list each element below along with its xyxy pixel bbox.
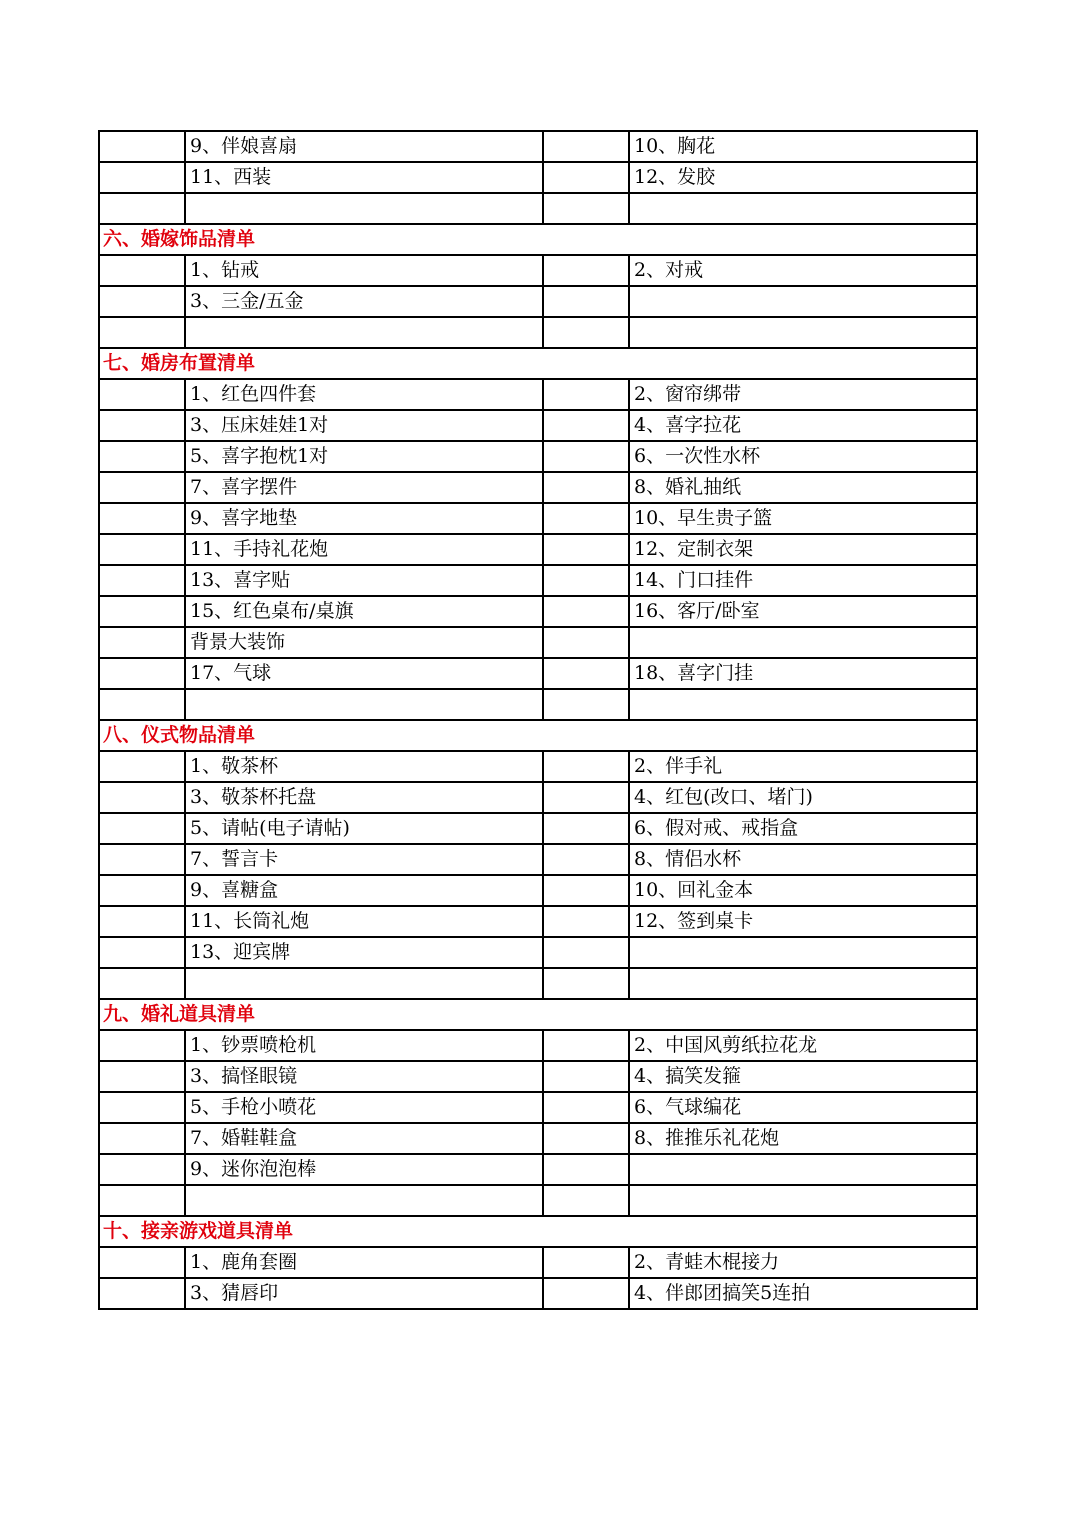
- check-cell-right: [543, 1247, 629, 1278]
- section-title: 九、婚礼道具清单: [99, 999, 977, 1030]
- item-cell-left: 1、钻戒: [185, 255, 543, 286]
- check-cell-left: [99, 813, 185, 844]
- check-cell-right: [543, 472, 629, 503]
- check-cell-right: [543, 782, 629, 813]
- check-cell-left: [99, 441, 185, 472]
- check-cell-left: [99, 906, 185, 937]
- item-cell-right: 10、胸花: [629, 131, 977, 162]
- check-cell-right: [543, 162, 629, 193]
- item-cell-left: 11、手持礼花炮: [185, 534, 543, 565]
- item-cell-right: 8、推推乐礼花炮: [629, 1123, 977, 1154]
- item-cell-right: 2、青蛙木棍接力: [629, 1247, 977, 1278]
- item-cell-left: 背景大装饰: [185, 627, 543, 658]
- check-cell-left: [99, 131, 185, 162]
- item-cell-right: [629, 627, 977, 658]
- section-title: 十、接亲游戏道具清单: [99, 1216, 977, 1247]
- item-cell-right: 8、情侣水杯: [629, 844, 977, 875]
- table-row: [99, 844, 977, 875]
- check-cell-left: [99, 968, 185, 999]
- item-cell-left: 3、压床娃娃1对: [185, 410, 543, 441]
- check-cell-right: [543, 193, 629, 224]
- table-row: [99, 937, 977, 968]
- check-cell-right: [543, 1154, 629, 1185]
- item-cell-left: 11、长筒礼炮: [185, 906, 543, 937]
- check-cell-right: [543, 565, 629, 596]
- check-cell-right: [543, 937, 629, 968]
- check-cell-left: [99, 1185, 185, 1216]
- table-row: [99, 751, 977, 782]
- table-row: [99, 1154, 977, 1185]
- table-row: [99, 565, 977, 596]
- table-row: [99, 1278, 977, 1309]
- check-cell-right: [543, 627, 629, 658]
- item-cell-right: [629, 286, 977, 317]
- check-cell-right: [543, 689, 629, 720]
- item-cell-right: 16、客厅/卧室: [629, 596, 977, 627]
- item-cell-left: 15、红色桌布/桌旗: [185, 596, 543, 627]
- item-cell-right: [629, 1185, 977, 1216]
- item-cell-left: 3、搞怪眼镜: [185, 1061, 543, 1092]
- check-cell-left: [99, 1030, 185, 1061]
- item-cell-right: 8、婚礼抽纸: [629, 472, 977, 503]
- check-cell-right: [543, 1030, 629, 1061]
- check-cell-left: [99, 751, 185, 782]
- check-cell-right: [543, 844, 629, 875]
- item-cell-left: 9、迷你泡泡棒: [185, 1154, 543, 1185]
- check-cell-left: [99, 162, 185, 193]
- item-cell-left: [185, 1185, 543, 1216]
- item-cell-right: [629, 937, 977, 968]
- table-row: [99, 1061, 977, 1092]
- item-cell-left: 11、西装: [185, 162, 543, 193]
- item-cell-right: [629, 1154, 977, 1185]
- table-row: [99, 906, 977, 937]
- item-cell-left: 1、敬茶杯: [185, 751, 543, 782]
- check-cell-left: [99, 379, 185, 410]
- check-cell-left: [99, 627, 185, 658]
- section-header-row: [99, 1216, 977, 1247]
- item-cell-left: 9、喜糖盒: [185, 875, 543, 906]
- section-title: 八、仪式物品清单: [99, 720, 977, 751]
- check-cell-left: [99, 1278, 185, 1309]
- table-row: [99, 472, 977, 503]
- item-cell-right: 12、定制衣架: [629, 534, 977, 565]
- item-cell-right: 18、喜字门挂: [629, 658, 977, 689]
- table-row: [99, 875, 977, 906]
- item-cell-right: 4、搞笑发箍: [629, 1061, 977, 1092]
- check-cell-right: [543, 751, 629, 782]
- table-row: [99, 689, 977, 720]
- check-cell-left: [99, 1247, 185, 1278]
- item-cell-left: 13、迎宾牌: [185, 937, 543, 968]
- item-cell-left: 5、手枪小喷花: [185, 1092, 543, 1123]
- section-header-row: [99, 720, 977, 751]
- item-cell-right: 10、回礼金本: [629, 875, 977, 906]
- table-row: [99, 162, 977, 193]
- item-cell-right: 2、中国风剪纸拉花龙: [629, 1030, 977, 1061]
- table-row: [99, 131, 977, 162]
- item-cell-left: 7、喜字摆件: [185, 472, 543, 503]
- table-row: [99, 782, 977, 813]
- check-cell-right: [543, 317, 629, 348]
- item-cell-right: 2、对戒: [629, 255, 977, 286]
- item-cell-right: 6、一次性水杯: [629, 441, 977, 472]
- table-row: [99, 193, 977, 224]
- item-cell-left: 7、誓言卡: [185, 844, 543, 875]
- item-cell-right: 2、伴手礼: [629, 751, 977, 782]
- table-row: [99, 813, 977, 844]
- table-row: [99, 1092, 977, 1123]
- item-cell-right: 6、假对戒、戒指盒: [629, 813, 977, 844]
- check-cell-left: [99, 410, 185, 441]
- item-cell-left: 3、敬茶杯托盘: [185, 782, 543, 813]
- item-cell-left: [185, 968, 543, 999]
- check-cell-right: [543, 1061, 629, 1092]
- item-cell-right: [629, 193, 977, 224]
- item-cell-right: [629, 689, 977, 720]
- check-cell-right: [543, 906, 629, 937]
- check-cell-right: [543, 968, 629, 999]
- check-cell-right: [543, 534, 629, 565]
- item-cell-right: 6、气球编花: [629, 1092, 977, 1123]
- section-title: 六、婚嫁饰品清单: [99, 224, 977, 255]
- check-cell-left: [99, 472, 185, 503]
- check-cell-left: [99, 782, 185, 813]
- table-row: [99, 286, 977, 317]
- item-cell-left: 7、婚鞋鞋盒: [185, 1123, 543, 1154]
- checklist-body: [99, 131, 977, 1309]
- table-row: [99, 441, 977, 472]
- item-cell-right: [629, 317, 977, 348]
- check-cell-right: [543, 286, 629, 317]
- table-row: [99, 627, 977, 658]
- check-cell-right: [543, 875, 629, 906]
- table-row: [99, 379, 977, 410]
- table-row: [99, 255, 977, 286]
- item-cell-left: 1、鹿角套圈: [185, 1247, 543, 1278]
- table-row: [99, 503, 977, 534]
- item-cell-left: 1、红色四件套: [185, 379, 543, 410]
- check-cell-left: [99, 565, 185, 596]
- item-cell-left: [185, 317, 543, 348]
- check-cell-left: [99, 534, 185, 565]
- item-cell-right: [629, 968, 977, 999]
- item-cell-right: 12、签到桌卡: [629, 906, 977, 937]
- check-cell-right: [543, 131, 629, 162]
- item-cell-left: 5、请帖(电子请帖): [185, 813, 543, 844]
- item-cell-left: 3、三金/五金: [185, 286, 543, 317]
- check-cell-right: [543, 596, 629, 627]
- item-cell-left: 9、喜字地垫: [185, 503, 543, 534]
- check-cell-left: [99, 658, 185, 689]
- check-cell-right: [543, 379, 629, 410]
- item-cell-right: 12、发胶: [629, 162, 977, 193]
- table-row: [99, 596, 977, 627]
- item-cell-left: 3、猜唇印: [185, 1278, 543, 1309]
- check-cell-left: [99, 1154, 185, 1185]
- check-cell-left: [99, 875, 185, 906]
- item-cell-left: 17、气球: [185, 658, 543, 689]
- table-row: [99, 1123, 977, 1154]
- check-cell-left: [99, 1092, 185, 1123]
- check-cell-left: [99, 286, 185, 317]
- item-cell-left: 9、伴娘喜扇: [185, 131, 543, 162]
- check-cell-left: [99, 1123, 185, 1154]
- item-cell-right: 14、门口挂件: [629, 565, 977, 596]
- check-cell-left: [99, 255, 185, 286]
- check-cell-right: [543, 1278, 629, 1309]
- check-cell-left: [99, 844, 185, 875]
- table-row: [99, 658, 977, 689]
- item-cell-left: [185, 689, 543, 720]
- section-header-row: [99, 999, 977, 1030]
- table-row: [99, 968, 977, 999]
- item-cell-right: 2、窗帘绑带: [629, 379, 977, 410]
- table-row: [99, 1247, 977, 1278]
- table-row: [99, 410, 977, 441]
- check-cell-left: [99, 317, 185, 348]
- check-cell-right: [543, 813, 629, 844]
- check-cell-left: [99, 1061, 185, 1092]
- item-cell-right: 4、喜字拉花: [629, 410, 977, 441]
- table-row: [99, 534, 977, 565]
- item-cell-right: 4、红包(改口、堵门): [629, 782, 977, 813]
- item-cell-right: 10、早生贵子篮: [629, 503, 977, 534]
- item-cell-right: 4、伴郎团搞笑5连拍: [629, 1278, 977, 1309]
- section-header-row: [99, 224, 977, 255]
- table-row: [99, 317, 977, 348]
- check-cell-right: [543, 1123, 629, 1154]
- check-cell-right: [543, 658, 629, 689]
- check-cell-right: [543, 1185, 629, 1216]
- check-cell-right: [543, 503, 629, 534]
- item-cell-left: [185, 193, 543, 224]
- check-cell-right: [543, 410, 629, 441]
- check-cell-right: [543, 255, 629, 286]
- item-cell-left: 5、喜字抱枕1对: [185, 441, 543, 472]
- check-cell-left: [99, 193, 185, 224]
- check-cell-left: [99, 937, 185, 968]
- section-header-row: [99, 348, 977, 379]
- item-cell-left: 13、喜字贴: [185, 565, 543, 596]
- item-cell-left: 1、钞票喷枪机: [185, 1030, 543, 1061]
- table-row: [99, 1030, 977, 1061]
- check-cell-left: [99, 689, 185, 720]
- table-row: [99, 1185, 977, 1216]
- check-cell-left: [99, 596, 185, 627]
- checklist-table: [98, 130, 978, 1310]
- check-cell-right: [543, 1092, 629, 1123]
- check-cell-left: [99, 503, 185, 534]
- section-title: 七、婚房布置清单: [99, 348, 977, 379]
- check-cell-right: [543, 441, 629, 472]
